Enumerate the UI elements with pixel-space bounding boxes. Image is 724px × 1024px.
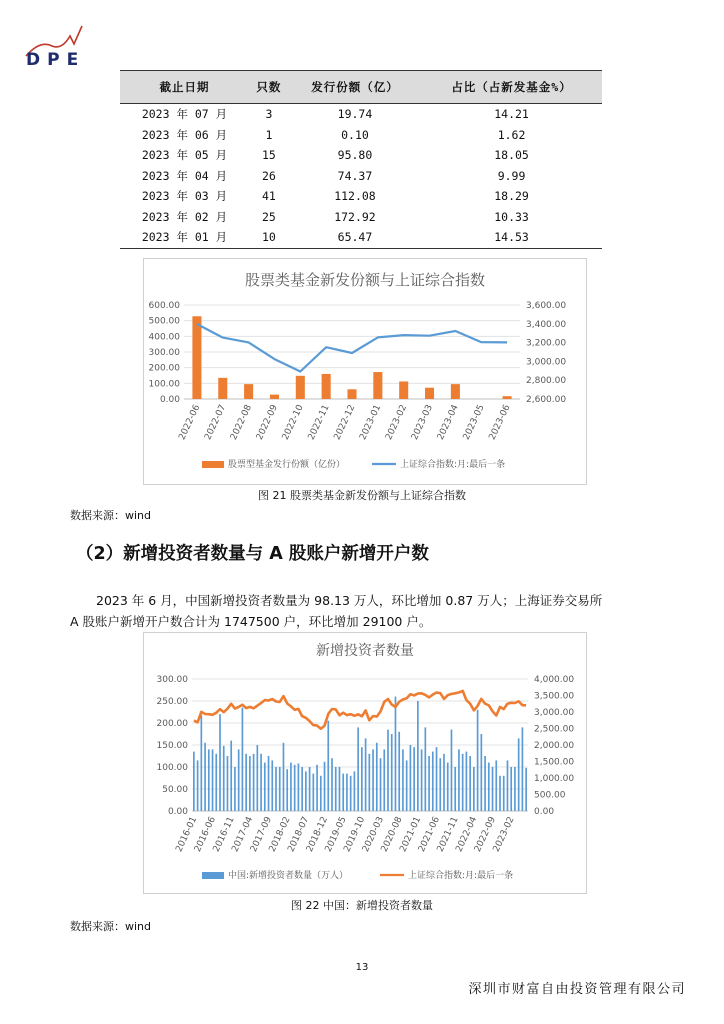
table-header-row [120, 71, 602, 104]
x-tick-label: 2018-07 [286, 815, 312, 854]
table-cell: 2023 年 03 月 [141, 189, 228, 204]
y2-tick-label: 2,000.00 [534, 741, 575, 751]
chart-bar [454, 767, 456, 811]
chart-bar [331, 758, 333, 811]
y2-tick-label: 2,500.00 [534, 724, 575, 735]
chart-bar [503, 776, 505, 811]
y-tick-label: 0.00 [159, 395, 180, 405]
chart-bar [244, 384, 253, 399]
table-row [120, 166, 602, 187]
table-row [120, 125, 602, 146]
y2-tick-label: 2,800.00 [526, 376, 567, 387]
chart-bar [507, 760, 509, 811]
chart-bar [238, 749, 240, 811]
chart-bar [256, 745, 258, 811]
table-cell: 2023 年 02 月 [141, 209, 228, 224]
fund-issuance-table [120, 70, 602, 249]
table-cell: 2023 年 07 月 [141, 107, 228, 122]
chart-bar [447, 763, 449, 811]
y-tick-label: 300.00 [148, 348, 180, 358]
table-cell: 10 [249, 227, 289, 248]
column-header: 占比（占新发基金%） [421, 71, 602, 104]
y-tick-label: 100.00 [156, 763, 188, 773]
chart-bar [395, 697, 397, 811]
column-header: 发行份额（亿） [289, 71, 421, 104]
table-cell: 19.74 [337, 107, 373, 122]
y-tick-label: 50.00 [162, 785, 188, 795]
chart-new-investors [143, 632, 587, 894]
chart-bar [316, 765, 318, 811]
y-tick-label: 0.00 [167, 807, 188, 817]
y-tick-label: 200.00 [148, 363, 180, 374]
chart-bar [499, 776, 501, 811]
chart-bar [268, 756, 270, 811]
x-tick-label: 2016-01 [174, 815, 200, 854]
table-row [120, 227, 602, 248]
table-cell: 74.37 [337, 168, 373, 183]
y2-tick-label: 1,500.00 [534, 757, 575, 768]
table-row [120, 186, 602, 207]
chart-bar [391, 734, 393, 811]
chart-bar [458, 749, 460, 811]
chart-bar [522, 727, 524, 811]
chart-bar [432, 752, 434, 811]
table-cell: 1.62 [497, 127, 526, 142]
chart-bar [193, 752, 195, 811]
x-tick-label: 2017-04 [230, 815, 256, 854]
chart-bar [473, 767, 475, 811]
y-tick-label: 600.00 [148, 301, 180, 311]
chart-bar [270, 395, 279, 399]
chart-bar [219, 714, 221, 811]
x-tick-label: 2016-11 [211, 815, 237, 854]
chart-bar [279, 767, 281, 811]
table-cell: 3 [265, 107, 273, 122]
chart-bar [398, 732, 400, 811]
chart-bar [365, 738, 367, 811]
y2-tick-label: 3,600.00 [526, 301, 567, 311]
chart-bar [286, 769, 288, 811]
x-tick-label: 2023-01 [358, 403, 384, 442]
chart-bar [197, 760, 199, 811]
chart-bar [376, 743, 378, 811]
chart-bar [350, 776, 352, 811]
x-tick-label: 2020-08 [379, 815, 405, 854]
chart-bar [234, 767, 236, 811]
chart-bar [327, 721, 329, 811]
table-cell: 26 [261, 168, 276, 183]
x-tick-label: 2020-03 [361, 815, 386, 854]
chart-bar [399, 381, 408, 399]
chart-bar [283, 743, 285, 811]
x-tick-label: 2019-05 [323, 815, 349, 854]
chart-bar [230, 741, 232, 811]
x-tick-label: 2022-07 [203, 403, 229, 442]
y2-tick-label: 3,000.00 [526, 357, 567, 368]
chart-bar [480, 734, 482, 811]
x-tick-label: 2023-02 [491, 815, 517, 854]
x-tick-label: 2022-11 [306, 403, 332, 442]
chart-bar [451, 384, 460, 399]
x-tick-label: 2022-10 [280, 403, 306, 442]
data-source-2: 数据来源：wind [70, 920, 152, 933]
x-tick-label: 2023-05 [461, 403, 487, 442]
table-cell: 1 [265, 127, 273, 142]
chart-bar [249, 756, 251, 811]
x-tick-label: 2022-12 [332, 403, 358, 442]
chart-bar [518, 738, 520, 811]
chart-title: 股票类基金新发份额与上证综合指数 [244, 271, 486, 289]
y-tick-label: 250.00 [156, 697, 188, 707]
chart-bar [451, 730, 453, 811]
y-tick-label: 150.00 [156, 741, 188, 751]
chart1-svg [144, 259, 586, 484]
page-number: 13 [355, 962, 369, 973]
chart-bar [428, 756, 430, 811]
x-tick-label: 2018-12 [305, 815, 330, 854]
chart-bar [514, 767, 516, 811]
table-cell: 2023 年 04 月 [141, 168, 228, 183]
chart-title: 新增投资者数量 [316, 643, 414, 659]
table-cell: 172.92 [334, 209, 376, 224]
chart-bar [368, 754, 370, 811]
legend-swatch-bars [202, 461, 224, 468]
chart-bar [347, 389, 356, 399]
section-title: （2）新增投资者数量与 A 股账户新增开户数 [76, 544, 429, 564]
chart-bar [525, 768, 527, 811]
chart-bar [413, 747, 415, 811]
chart-bar [204, 743, 206, 811]
chart-bar [510, 767, 512, 811]
y2-tick-label: 3,000.00 [534, 708, 575, 718]
chart-bar [439, 758, 441, 811]
chart-bar [227, 756, 229, 811]
table-cell: 14.53 [421, 227, 602, 248]
chart-bar [275, 767, 277, 811]
x-tick-label: 2019-10 [342, 815, 368, 854]
chart-bar [320, 776, 322, 811]
table-cell: 112.08 [334, 189, 376, 204]
y-tick-label: 200.00 [156, 719, 188, 729]
chart-bar [492, 767, 494, 811]
y2-tick-label: 1,000.00 [534, 774, 575, 784]
x-tick-label: 2023-03 [410, 403, 435, 442]
y2-tick-label: 3,500.00 [534, 691, 575, 702]
paragraph-line-2: A 股账户新增开户数合计为 1747500 户，环比增加 29100 户。 [70, 614, 432, 629]
x-tick-label: 2016-06 [193, 815, 218, 854]
table-cell: 0.10 [341, 127, 369, 142]
chart-bar [200, 715, 202, 811]
chart-bar [208, 749, 210, 811]
legend-label: 股票型基金发行份额（亿份） [228, 460, 346, 470]
x-tick-label: 2023-02 [384, 403, 410, 442]
chart-bar [462, 754, 464, 811]
chart-bar [425, 388, 434, 399]
chart-bar [290, 763, 292, 811]
data-source-1: 数据来源：wind [70, 509, 152, 522]
chart-bar [301, 767, 303, 811]
chart-bar [260, 754, 262, 811]
chart-bar [271, 760, 273, 811]
chart-bar [503, 396, 512, 399]
chart-bar [380, 758, 382, 811]
footer-company: 深圳市财富自由投资管理有限公司 [468, 982, 686, 997]
chart-bar [346, 774, 348, 811]
chart-bar [298, 763, 300, 811]
chart-bar [361, 747, 363, 811]
chart-bar [296, 376, 305, 399]
x-tick-label: 2021-01 [398, 815, 424, 854]
paragraph-line-1: 2023 年 6 月，中国新增投资者数量为 98.13 万人，环比增加 0.87 万人；上海证券交易所 [96, 593, 603, 608]
table-cell: 25 [261, 209, 276, 224]
chart-bar [212, 749, 214, 811]
x-tick-label: 2023-04 [435, 403, 461, 442]
figure-caption-22: 图 22 中国：新增投资者数量 [291, 899, 433, 912]
chart-bar [424, 727, 426, 811]
table-row [120, 104, 602, 125]
chart-bar [373, 372, 382, 399]
table-cell: 10.33 [494, 209, 529, 224]
chart-bar [215, 754, 217, 811]
chart-bar [436, 747, 438, 811]
table-cell: 65.47 [289, 227, 421, 248]
y-tick-label: 100.00 [148, 379, 180, 390]
chart-bar [402, 749, 404, 811]
y-tick-label: 500.00 [148, 316, 180, 327]
chart-bar [354, 771, 356, 811]
legend-label: 上证综合指数:月:最后一条 [400, 460, 506, 470]
chart-bar [335, 767, 337, 811]
column-header: 截止日期 [120, 71, 249, 104]
chart-bar [410, 745, 412, 811]
chart-bar [466, 752, 468, 811]
x-tick-label: 2017-09 [249, 815, 274, 854]
chart-bar [339, 767, 341, 811]
column-header: 只数 [249, 71, 289, 104]
x-tick-label: 2021-11 [435, 815, 461, 854]
table-cell: 15 [261, 148, 276, 163]
chart-bar [312, 774, 314, 811]
chart2-svg [144, 633, 586, 893]
y2-tick-label: 500.00 [534, 790, 566, 801]
logo-text: DPE [26, 50, 86, 70]
chart-bar [223, 746, 225, 811]
table-row [120, 145, 602, 166]
chart-bar [387, 730, 389, 811]
y2-tick-label: 0.00 [534, 807, 555, 817]
table-cell: 18.29 [494, 189, 529, 204]
chart-bar [469, 756, 471, 811]
chart-bar [242, 708, 244, 811]
chart-bar [372, 749, 374, 811]
y-tick-label: 300.00 [156, 675, 188, 685]
table-cell: 41 [261, 189, 276, 204]
x-tick-label: 2022-09 [473, 815, 498, 854]
table-cell: 2023 年 05 月 [141, 148, 228, 163]
chart-bar [192, 316, 201, 399]
chart-bar [342, 774, 344, 811]
x-tick-label: 2022-09 [254, 403, 280, 442]
chart-bar [218, 378, 227, 399]
legend-swatch-bars [202, 872, 224, 879]
chart-bar [484, 756, 486, 811]
chart-bar [309, 767, 311, 811]
x-tick-label: 2022-08 [229, 403, 255, 442]
chart-bar [443, 754, 445, 811]
table-cell: 2023 年 01 月 [120, 227, 249, 248]
y2-tick-label: 3,400.00 [526, 319, 567, 330]
table-cell: 9.99 [497, 168, 526, 183]
chart-bar [417, 701, 419, 811]
paragraph [70, 590, 670, 632]
y2-tick-label: 2,600.00 [526, 395, 567, 405]
chart-bar [477, 710, 479, 811]
chart-bar [406, 760, 408, 811]
y2-tick-label: 3,200.00 [526, 338, 567, 349]
chart-bar [383, 749, 385, 811]
x-tick-label: 2022-06 [177, 403, 203, 442]
chart-bar [495, 760, 497, 811]
table-cell: 2023 年 06 月 [141, 127, 228, 142]
figure-caption-21: 图 21 股票类基金新发份额与上证综合指数 [258, 489, 466, 502]
table-cell: 18.05 [494, 148, 529, 163]
chart-bar [488, 763, 490, 811]
x-tick-label: 2018-02 [267, 815, 293, 854]
y2-tick-label: 4,000.00 [534, 675, 575, 685]
chart-fund-issuance [143, 258, 587, 485]
chart-bar [324, 762, 326, 811]
legend-label: 上证综合指数:月:最后一条 [408, 871, 514, 881]
chart-bar [245, 754, 247, 811]
y-tick-label: 400.00 [148, 332, 180, 343]
x-tick-label: 2022-04 [454, 815, 480, 854]
table-cell: 95.80 [337, 148, 373, 163]
chart-bar [253, 754, 255, 811]
x-tick-label: 2021-06 [417, 815, 442, 854]
chart-bar [294, 765, 296, 811]
chart-bar [322, 374, 331, 399]
x-tick-label: 2023-06 [487, 403, 513, 442]
chart-bar [357, 727, 359, 811]
chart-line-series [197, 324, 507, 372]
table-cell: 14.21 [494, 107, 529, 122]
chart-bar [421, 749, 423, 811]
table-row [120, 207, 602, 228]
chart-bar [264, 763, 266, 811]
legend-label: 中国:新增投资者数量（万人） [228, 871, 349, 881]
chart-bar [305, 771, 307, 811]
